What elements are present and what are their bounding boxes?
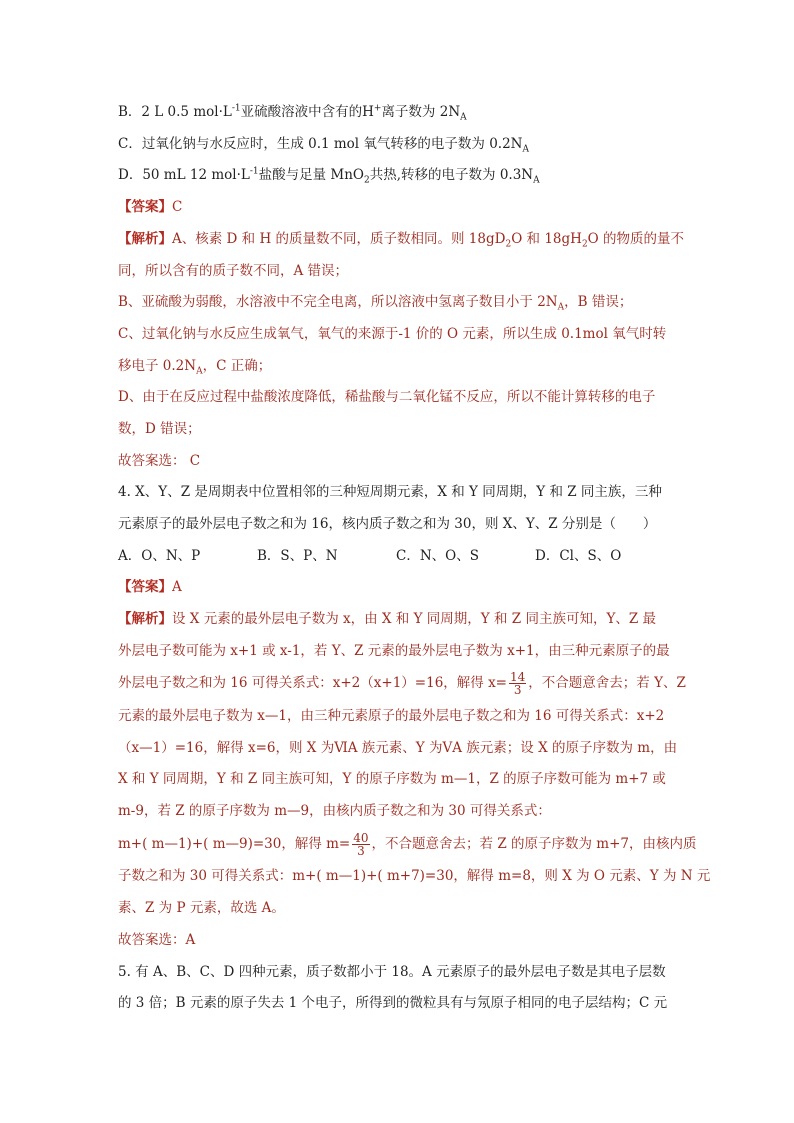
option-b: B．2 L 0.5 $mol\cdot L^{-1}$亚硫酸溶液中含有的H+离子数为 $2N_A$ xyxy=(118,103,467,123)
question-4-line-2: 元素原子的最外层电子数之和为 16，核内质子数之和为 30，则 X、Y、Z 分别是（ ） xyxy=(118,516,657,532)
choice-b: B．S、P、N xyxy=(257,548,338,564)
choice-c: C．N、O、S xyxy=(396,548,479,564)
explanation-4-line-4: 元素的最外层电子数为 x—1，由三种元素原子的最外层电子数之和为 16 可得关系式：x+2 xyxy=(118,708,665,724)
final-answer-3: 故答案选： C xyxy=(118,453,201,469)
explanation-3-line-7: 数，D 错误； xyxy=(118,421,201,437)
explanation-4-line-2: 外层电子数可能为 x+1 或 x-1，若 Y、Z 元素的最外层电子数为 x+1，由三种元素原子的最 xyxy=(118,643,670,659)
choice-a: A．O、N、P xyxy=(118,548,201,564)
explanation-3-line-4: C、过氧化钠与水反应生成氧气，氧气的来源于-1 价的 O 元素，所以生成 0.1mol 氧气时转 xyxy=(118,326,667,342)
explanation-3-line-2: 同，所以含有的质子数不同，A 错误； xyxy=(118,263,349,279)
question-5-line-2: 的 3 倍；B 元素的原子失去 1 个电子，所得到的微粒具有与氖原子相同的电子层结构；C 元 xyxy=(118,995,668,1011)
question-4-choices xyxy=(118,546,621,566)
fraction-14-3: $\frac{14}{3}$ xyxy=(510,670,526,697)
explanation-4-line-7: m-9，若 Z 的原子序数为 m—9，由核内质子数之和为 30 可得关系式： xyxy=(118,803,551,819)
explanation-3-line-6: D、由于在反应过程中盐酸浓度降低，稀盐酸与二氧化锰不反应，所以不能计算转移的电子 xyxy=(118,389,656,405)
explanation-4-line-1: 【解析】设 X 元素的最外层电子数为 x，由 X 和 Y 同周期，Y 和 Z 同主族可知，Y、Z 最 xyxy=(118,611,657,627)
explanation-4-line-3: 外层电子数之和为 16 可得关系式：x+2（x+1）=16，解得 x= $\frac{14}{3}$ ，不合题意舍去；若 Y、Z xyxy=(118,670,686,697)
answer-4: 【答案】A xyxy=(118,579,182,595)
question-5-line-1: 5. 有 A、B、C、D 四种元素，质子数都小于 18。A 元素原子的最外层电子数是其电子层数 xyxy=(118,964,666,980)
explanation-4-line-5: （x—1）=16，解得 x=6，则 X 为ⅥA 族元素、Y 为ⅤA 族元素；设 X 的原子序数为 m，由 xyxy=(118,740,678,756)
choice-d: D．Cl、S、O xyxy=(535,548,622,564)
explanation-3-line-1: 【解析】A、核素 D 和 H 的质量数不同，质子数相同。则 $18gD_2O$ 和 $18gH_2O$ 的物质的量不 xyxy=(118,231,685,250)
option-d: D．50 mL 12 $mol\cdot L^{-1}$盐酸与足量 MnO$_2$共热,转移的电子数为 $0.3N_A$ xyxy=(118,166,540,186)
explanation-3-line-3: B、亚硫酸为弱酸，水溶液中不完全电离，所以溶液中氢离子数目小于 $2N_A$，B 错误； xyxy=(118,294,633,313)
explanation-4-line-6: X 和 Y 同周期，Y 和 Z 同主族可知，Y 的原子序数为 m—1，Z 的原子序数可能为 m+7 或 xyxy=(118,771,666,787)
answer-3: 【答案】C xyxy=(118,199,183,215)
explanation-3-line-5: 移电子 $0.2N_A$，C 正确； xyxy=(118,358,272,377)
explanation-4-line-9: 子数之和为 30 可得关系式：m+( m—1)+( m+7)=30，解得 m=8，则 X 为 O 元素、Y 为 N 元 xyxy=(118,868,711,884)
question-4-line-1: 4. X、Y、Z 是周期表中位置相邻的三种短周期元素，X 和 Y 同周期，Y 和 Z 同主族，三种 xyxy=(118,484,662,500)
option-c: C．过氧化钠与水反应时，生成 0.1 mol 氧气转移的电子数为 $0.2N_A$ xyxy=(118,136,529,155)
fraction-40-3: $\frac{40}{3}$ xyxy=(353,831,369,858)
explanation-4-line-8: m+( m—1)+( m—9)=30，解得 m= $\frac{40}{3}$ ，不合题意舍去；若 Z 的原子序数为 m+7，由核内质 xyxy=(118,831,697,858)
final-answer-4: 故答案选：A xyxy=(118,932,196,948)
explanation-4-line-10: 素、Z 为 P 元素，故选 A。 xyxy=(118,900,285,916)
